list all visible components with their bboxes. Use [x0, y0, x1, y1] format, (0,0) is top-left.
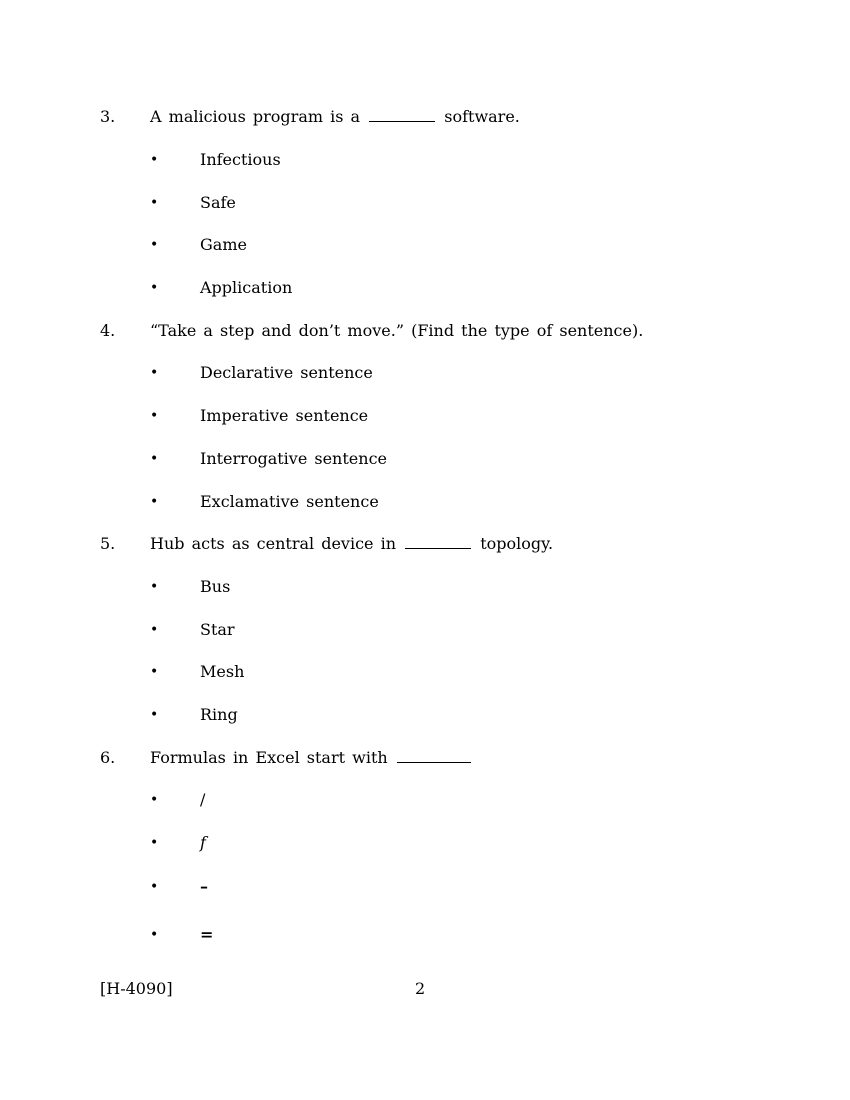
- question-number: 6.: [100, 748, 116, 767]
- bullet-icon: •: [150, 152, 159, 168]
- question-number: 3.: [100, 107, 116, 126]
- bullet-icon: •: [150, 879, 159, 895]
- option-item: [150, 704, 750, 726]
- bullet-icon: •: [150, 195, 159, 211]
- answer-blank: [397, 748, 471, 763]
- bullet-icon: •: [150, 494, 159, 510]
- option-text: Star: [200, 620, 235, 639]
- option-text: =: [200, 925, 214, 944]
- bullet-icon: •: [150, 707, 159, 723]
- question-6: [100, 747, 800, 769]
- option-text: Bus: [200, 577, 231, 596]
- bullet-icon: •: [150, 579, 159, 595]
- option-text: Mesh: [200, 662, 245, 681]
- option-text: Game: [200, 235, 247, 254]
- option-item: [150, 876, 750, 898]
- option-text: –: [200, 877, 208, 896]
- bullet-icon: •: [150, 280, 159, 296]
- option-text: Imperative sentence: [200, 406, 369, 425]
- bullet-icon: •: [150, 664, 159, 680]
- bullet-icon: •: [150, 451, 159, 467]
- option-text: Interrogative sentence: [200, 449, 387, 468]
- option-item: [150, 619, 750, 641]
- stem-before: A malicious program is a: [150, 107, 361, 126]
- question-number: 4.: [100, 321, 116, 340]
- option-item: [150, 924, 750, 946]
- option-item: [150, 576, 750, 598]
- option-text: f: [200, 833, 206, 852]
- question-5: [100, 533, 800, 555]
- option-item: [150, 405, 750, 427]
- answer-blank: [369, 107, 435, 122]
- option-text: Exclamative sentence: [200, 492, 379, 511]
- question-number: 5.: [100, 534, 116, 553]
- bullet-icon: •: [150, 408, 159, 424]
- option-item: [150, 362, 750, 384]
- stem-before: Hub acts as central device in: [150, 534, 397, 553]
- stem-after: topology.: [480, 534, 554, 553]
- option-text: Ring: [200, 705, 238, 724]
- question-4: [100, 320, 800, 342]
- option-text: Declarative sentence: [200, 363, 373, 382]
- option-item: [150, 234, 750, 256]
- page-number: 2: [415, 979, 426, 998]
- option-item: [150, 789, 750, 811]
- option-text: Safe: [200, 193, 236, 212]
- stem-before: Formulas in Excel start with: [150, 748, 388, 767]
- bullet-icon: •: [150, 927, 159, 943]
- option-text: /: [200, 790, 206, 809]
- option-item: [150, 277, 750, 299]
- bullet-icon: •: [150, 792, 159, 808]
- question-stem: [150, 106, 520, 128]
- paper-code: [H-4090]: [100, 979, 173, 998]
- option-text: Infectious: [200, 150, 281, 169]
- question-stem: “Take a step and don’t move.” (Find the type of sentence).: [150, 321, 644, 340]
- stem-after: software.: [444, 107, 520, 126]
- question-3: [100, 106, 800, 128]
- option-item: [150, 661, 750, 683]
- bullet-icon: •: [150, 365, 159, 381]
- question-stem: [150, 747, 473, 769]
- bullet-icon: •: [150, 237, 159, 253]
- question-stem: [150, 533, 553, 555]
- option-item: [150, 192, 750, 214]
- option-item: [150, 448, 750, 470]
- option-item: [150, 491, 750, 513]
- option-item: [150, 832, 750, 854]
- option-item: [150, 149, 750, 171]
- bullet-icon: •: [150, 835, 159, 851]
- answer-blank: [405, 534, 471, 549]
- option-text: Application: [200, 278, 293, 297]
- bullet-icon: •: [150, 622, 159, 638]
